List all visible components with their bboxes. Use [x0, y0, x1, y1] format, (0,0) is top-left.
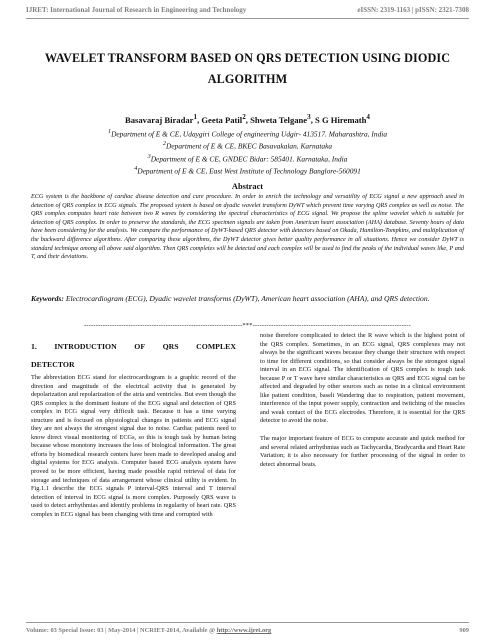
affiliation-line: $^3$Department of E & CE, GNDEC Bidar: 585401. Karnataka, India	[147, 153, 348, 164]
section-heading-word: OF	[134, 342, 146, 351]
affiliation-line: $^2$Department of E & CE, BKEC Basavakalan, Karnataka	[162, 141, 333, 151]
journal-name: IJRET: International Journal of Research in Engineering and Technology	[26, 6, 247, 14]
author-sup: 2	[242, 113, 246, 121]
journal-link[interactable]: http://www.ijret.org	[216, 627, 272, 634]
intro-paragraph-left: The abbreviation ECG stand for electrocardiogram is a graphic record of the direction and magnitude of the electrical activity that is generated by depolarization and repolarization of the atria and ventricles. But even though the QRS complex is the dominant feature of the ECG signal and detection of QRS complex in ECG signal very difficult task. Because it has a time varying structure and is focused on physiological changes in patients and ECG signal they are not always the strongest signal due to noise. Cardiac patients need to know direct visual monitoring of ECGs, so this is tough task by human being because whose monotony increases the loss of biological information. The great efforts by biomedical research centers have been made to developed analog and digital systems for ECG analysis. Computer based ECG analysis system have proved to be more efficient, having made possible rapid retrieval of data for storage and techniques of data arrangement whose clinical utility is evident. In Fig.1.1 describe the ECG signals P interval-QRS interval and T interval detection of interval in ECG signal is more complex. Purposely QRS wave is used to detect arrhythmias and identify problems in regularity of heart rate. QRS complex in ECG signal has been changing with time and corrupted with	[31, 374, 236, 518]
author-list: Basavaraj Biradar$^1$, Geeta Patil$^2$, Shweta Telgane$^3$, S G Hiremath$^4$	[124, 113, 370, 125]
header-rule	[26, 18, 469, 19]
paper-title-line-1: WAVELET TRANSFORM BASED ON QRS DETECTION USING DIODIC	[44, 51, 451, 65]
right-column	[260, 332, 465, 469]
left-column	[31, 338, 236, 519]
section-number: 1.	[31, 342, 37, 351]
issn-numbers: eISSN: 2319-1163 | pISSN: 2321-7308	[357, 6, 469, 14]
page-header	[26, 6, 469, 14]
section-heading-word: QRS	[162, 342, 179, 351]
intro-paragraph-right-2: The major important feature of ECG to compute accurate and quick method for and several related arrhythmias such as Tachycardia, Bradycardia and Heart Rate Variation; it is also necessary for further processing of the signal in order to detect abnormal beats.	[260, 435, 465, 468]
author-name: S G Hiremath	[315, 114, 367, 125]
page-number: 909	[459, 627, 469, 634]
author-sup: 3	[307, 113, 311, 121]
affiliation-list	[30, 127, 465, 177]
abstract-heading: Abstract	[231, 182, 264, 191]
page-footer	[26, 627, 469, 634]
footer-volume-info: Volume: 03 Special Issue: 03 | May-2014 | NCRIET-2014, Available @	[26, 627, 216, 634]
affiliation-line: $^4$Department of E & CE, East West Institute of Technology Banglore-560091	[134, 166, 361, 176]
author-name: Basavaraj Biradar	[124, 114, 194, 125]
author-sup: 1	[193, 113, 198, 121]
paper-title-line-2: ALGORITHM	[207, 72, 288, 86]
section-heading-word: INTRODUCTION	[54, 342, 117, 351]
keywords	[31, 292, 464, 306]
author-sup: 4	[366, 113, 370, 121]
footer-rule	[26, 622, 469, 623]
author-name: Shweta Telgane	[250, 114, 308, 125]
keywords-text: Electrocardiogram (ECG), Dyadic wavelet transforms (DyWT), American heart association (AHA), and QRS detection.	[65, 294, 430, 303]
section-heading	[31, 338, 236, 374]
intro-paragraph-right-1: noise therefore complicated to detect the R wave which is the highest point of the QRS complex. Sometimes, in an ECG signal, QRS complexes may not always be the significant waves because they change their structure with respect to time for different conditions, so that consider always be the strongest signal interval in an ECG signal. The identification of QRS complex is tough task because P or T wave have similar characteristics as QRS and ECG signal can be affected and degraded by other sources such as noise in a clinical environment like patient condition, baseli Wandering due to respiration, patient movement, interference of the input power supply, contraction and twitching of the muscles and weak contact of the ECG electrodes. Therefore, it is essential for the QRS detector to avoid the noise.	[260, 332, 465, 425]
affiliation-line: $^1$Department of E & CE, Udaygiri College of engineering Udgir- 413517. Maharashtra, India	[107, 129, 388, 139]
author-name: Geeta Patil	[201, 114, 243, 125]
abstract-text: ECG system is the backbone of cardiac disease detection and cure procedure. In order to enrich the technology and versatility of ECG signal a new approach used in detection of QRS complex in ECG signals. The proposed system is based on dyadic wavelet transform DyWT which prevent time varying QRS complex as well as noise. The QRS complex computes heart rate between two R waves by considering the spectral characteristics of ECG signal. We propose the spline wavelet which is suitable for detection of QRS complex. In order to preserve the standards, the ECG specimen signals are taken from American heart association (AHA) database. Seventy hours of data have been considering for the analysis. We compare the performance of DyWT-based QRS detector with detectors based on Okada, Hamilton-Tompkins, and multiplication of the backward difference algorithms. After comparing these algorithms, the DyWT detector gives better quality performance in all situations. Hence we consider DyWT is standard technique among all above said algorithm. Then QRS completes will be detected and each complex will be used to find the peaks of the individual waves like, P and T, and their deviations.	[31, 193, 464, 261]
paper-title	[30, 48, 465, 90]
section-heading-line-2: DETECTOR	[31, 360, 75, 369]
section-separator: --------------------------------------------------------------------***--------------------------------------------------------------------	[84, 322, 411, 329]
keywords-label: Keywords:	[31, 294, 64, 303]
section-heading-word: COMPLEX	[196, 342, 236, 351]
